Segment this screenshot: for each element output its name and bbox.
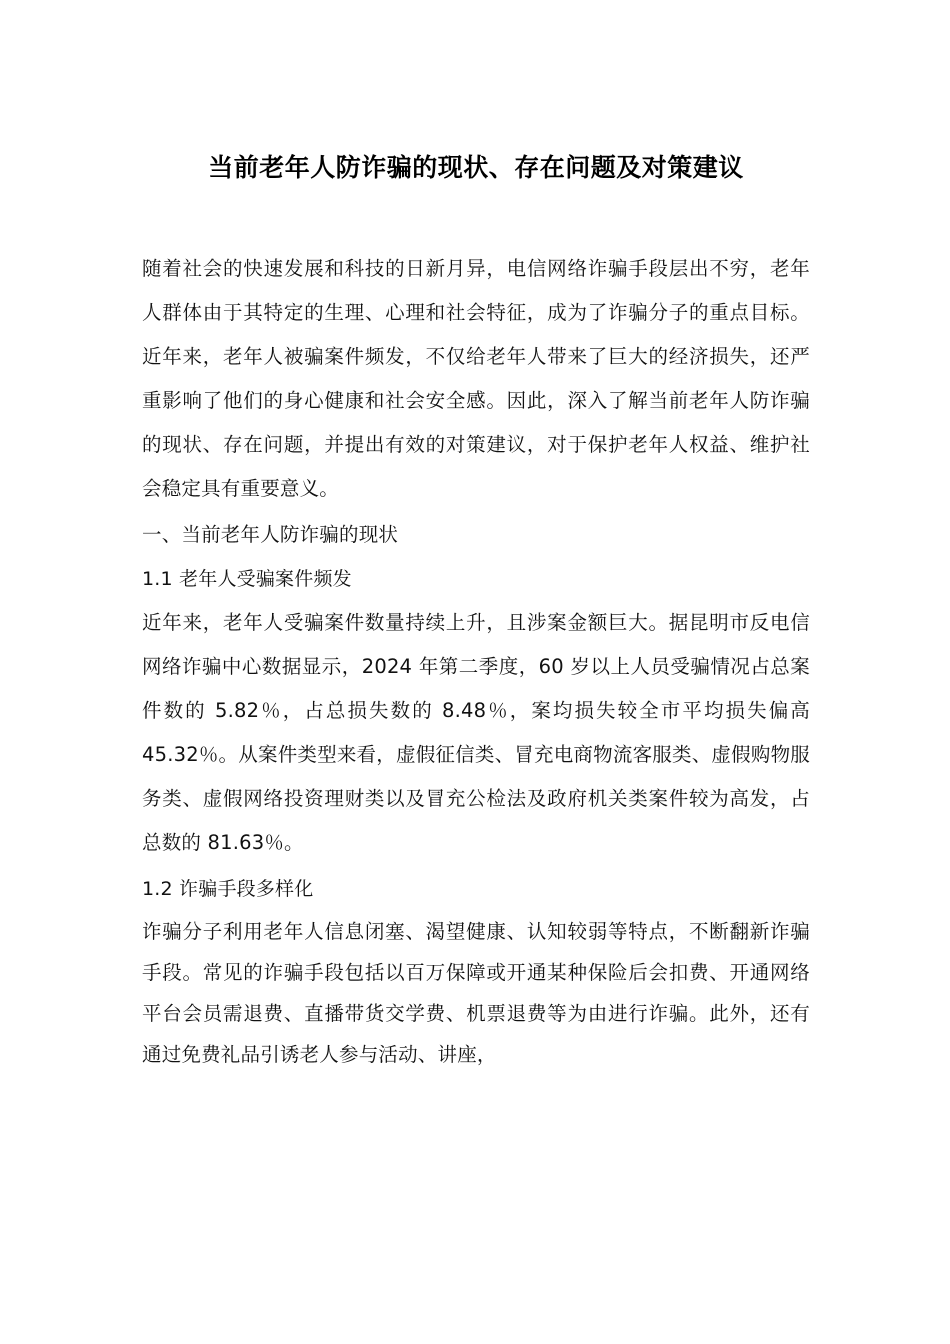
paragraph-1-2-body: 诈骗分子利用老年人信息闭塞、渴望健康、认知较弱等特点，不断翻新诈骗手段。常见的诈骗手段包括以百万保障或开通某种保险后会扣费、开通网络平台会员需退费、直播带货交学费、机票退费等为由进行诈骗。此外，还有通过免费礼品引诱老人参与活动、讲座， (142, 920, 810, 1066)
page-title: 当前老年人防诈骗的现状、存在问题及对策建议 (208, 153, 744, 182)
paragraph-intro: 随着社会的快速发展和科技的日新月异，电信网络诈骗手段层出不穷，老年人群体由于其特定的生理、心理和社会特征，成为了诈骗分子的重点目标。近年来，老年人被骗案件频发，不仅给老年人带来了巨大的经济损失，还严重影响了他们的身心健康和社会安全感。因此，深入了解当前老年人防诈骗的现状、存在问题，并提出有效的对策建议，对于保护老年人权益、维护社会稳定具有重要意义。 (142, 257, 810, 500)
paragraph-1-1-body: 近年来，老年人受骗案件数量持续上升，且涉案金额巨大。据昆明市反电信网络诈骗中心数据显示，2024 年第二季度，60 岁以上人员受骗情况占总案件数的 5.82％，占总损失数的 8.48％，案均损失较全市平均损失偏高 45.32％。从案件类型来看，虚假征信类、冒充电商物流客服类、虚假购物服务类、虚假网络投资理财类以及冒充公检法及政府机关类案件较为高发，占总数的 81.63％。 (142, 611, 810, 854)
subsection-heading-1-2: 1.2 诈骗手段多样化 (142, 878, 314, 900)
section-heading-1: 一、当前老年人防诈骗的现状 (142, 523, 399, 546)
subsection-heading-1-1: 1.1 老年人受骗案件频发 (142, 568, 352, 590)
